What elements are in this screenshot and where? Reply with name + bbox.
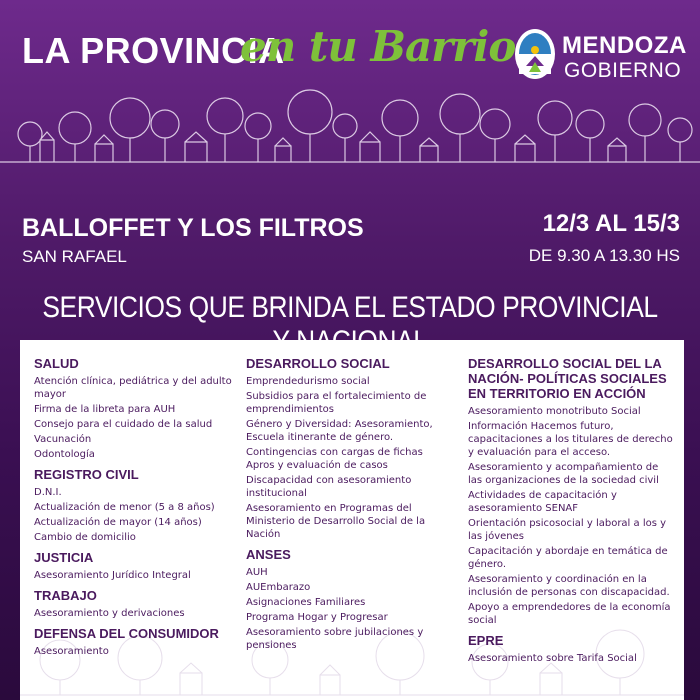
logo-line-1: MENDOZA [562, 32, 687, 59]
event-dates: 12/3 AL 15/3 [542, 210, 680, 237]
logo-line-2: GOBIERNO [564, 59, 682, 82]
town-skyline-illustration [0, 0, 700, 170]
section-title: DESARROLLO SOCIAL [246, 356, 390, 371]
list-item: Subsidios para el fortalecimiento de emprendimientos [246, 391, 427, 415]
list-item: Actualización de menor (5 a 8 años) [34, 502, 215, 513]
list-item: Capacitación y abordaje en temática de género. [468, 546, 668, 570]
list-item: Asesoramiento sobre Tarifa Social [468, 653, 637, 664]
list-item: Atención clínica, pediátrica y del adulto mayor [34, 376, 232, 400]
list-item: Programa Hogar y Progresar [246, 612, 388, 623]
section-title: SALUD [34, 356, 79, 371]
services-heading: SERVICIOS QUE BRINDA EL ESTADO PROVINCIAL [42, 291, 658, 324]
campaign-title: LA PROVINCIA [22, 30, 285, 71]
list-item: Discapacidad con asesoramiento institucional [246, 475, 412, 499]
list-item: Asesoramiento [34, 646, 109, 657]
list-item: Actualización de mayor (14 años) [34, 517, 202, 528]
list-item: Emprendedurismo social [246, 376, 370, 387]
list-item: Género y Diversidad: Asesoramiento, Escuela itinerante de género. [246, 419, 433, 443]
services-panel [20, 340, 684, 700]
list-item: D.N.I. [34, 487, 62, 498]
section-title: REGISTRO CIVIL [34, 467, 139, 482]
list-item: Orientación psicosocial y laboral a los y las jóvenes [468, 518, 667, 542]
section-title: DEFENSA DEL CONSUMIDOR [34, 626, 219, 641]
column-3 [468, 356, 674, 671]
list-item: Asesoramiento monotributo Social [468, 406, 641, 417]
list-item: Odontología [34, 449, 95, 460]
list-item: Apoyo a emprendedores de la economía social [468, 602, 671, 626]
list-item: Asesoramiento y coordinación en la inclusión de personas con discapacidad. [468, 574, 670, 598]
list-item: Asesoramiento en Programas del Ministerio de Desarrollo Social de la Nación [246, 503, 426, 540]
list-item: Información Hacemos futuro, capacitaciones a los titulares de derecho y evaluación para el acceso. [468, 421, 673, 458]
section-title: TRABAJO [34, 588, 97, 603]
list-item: Vacunación [34, 434, 92, 445]
column-2 [246, 356, 440, 658]
section-title: DESARROLLO SOCIAL DEL LA NACIÓN- POLÍTICAS SOCIALES EN TERRITORIO EN ACCIÓN [468, 356, 667, 401]
list-item: Firma de la libreta para AUH [34, 404, 176, 415]
list-item: AUEmbarazo [246, 582, 311, 593]
section-title: JUSTICIA [34, 550, 94, 565]
list-item: AUH [246, 567, 268, 578]
event-department: SAN RAFAEL [22, 247, 127, 266]
campaign-script-title: en tu Barrio [240, 22, 516, 71]
list-item: Actividades de capacitación y asesoramiento SENAF [468, 490, 617, 514]
list-item: Contingencias con cargas de fichas Apros y evaluación de casos [246, 447, 423, 471]
list-item: Asesoramiento y acompañamiento de las organizaciones de la sociedad civil [468, 462, 659, 486]
list-item: Asesoramiento y derivaciones [34, 608, 185, 619]
section-title: ANSES [246, 547, 291, 562]
list-item: Asignaciones Familiares [246, 597, 366, 608]
list-item: Asesoramiento sobre jubilaciones y pensiones [246, 627, 424, 651]
list-item: Consejo para el cuidado de la salud [34, 419, 213, 430]
section-title: EPRE [468, 633, 504, 648]
list-item: Cambio de domicilio [34, 532, 136, 543]
list-item: Asesoramiento Jurídico Integral [34, 570, 191, 581]
column-1 [34, 356, 234, 664]
event-hours: DE 9.30 A 13.30 HS [528, 246, 680, 265]
event-location: BALLOFFET Y LOS FILTROS [22, 214, 364, 242]
